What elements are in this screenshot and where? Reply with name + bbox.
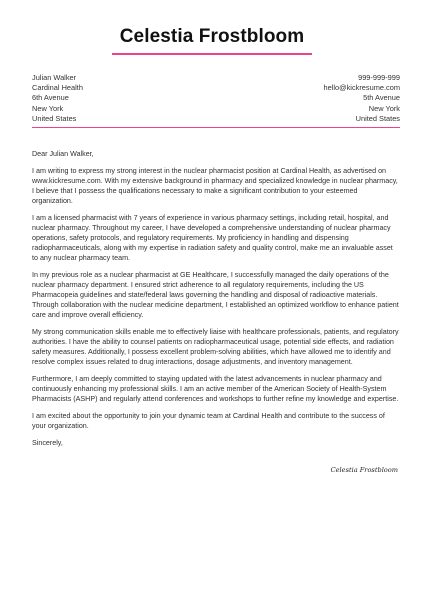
sender-city: New York [368, 103, 400, 113]
recipient-company: Cardinal Health [32, 83, 83, 93]
letter-paragraph: My strong communication skills enable me to effectively liaise with healthcare professionals, patients, and regulatory authorities. I have the ability to counsel patients on radiopharmaceutical usage, potential side effects, and radiation safety measures. Additionally, I possess excellent problem-solving abilities, which have allowed me to identify and resolve complex issues related to drug interactions, dosage adjustments, and inventory management. [32, 328, 399, 366]
applicant-name-heading: Celestia Frostbloom [119, 26, 305, 47]
letter-paragraph: In my previous role as a nuclear pharmacist at GE Healthcare, I successfully managed the daily operations of the nuclear pharmacy department. I ensured strict adherence to all regulatory requirements, including the US Pharmacopeia guidelines and state/federal laws governing the handling and disposal of radioactive materials. Through collaboration with the nuclear medicine department, I established an optimized workflow to enhance patient care and improve overall efficiency. [32, 271, 399, 319]
letter-body [32, 150, 400, 457]
letter-paragraph: I am a licensed pharmacist with 7 years of experience in various pharmacy settings, including retail, hospital, and nuclear pharmacy. Throughout my career, I have developed a comprehensive understanding of nuclear pharmacy operations, safety protocols, and regulatory requirements. My proficiency in handling and dispensing radiopharmaceuticals, along with my expertise in radiation safety and quality control, make me an invaluable asset to any nuclear pharmacy team. [32, 214, 393, 262]
recipient-country: United States [32, 113, 77, 123]
recipient-address [32, 73, 83, 124]
signature: Celestia Frostbloom [330, 466, 398, 474]
recipient-city: New York [32, 103, 64, 113]
letter-closing: Sincerely, [32, 439, 63, 448]
letter-paragraph: I am writing to express my strong interest in the nuclear pharmacist position at Cardinal Health, as advertised on www.kickresume.com. With my extensive background in pharmacy and specialized knowledge in nuclear pharmacy, I believe that I possess the qualifications necessary to make a significant contribution to your esteemed organization. [32, 167, 398, 206]
sender-country: United States [355, 113, 400, 123]
recipient-name: Julian Walker [32, 73, 77, 82]
letter-greeting: Dear Julian Walker, [32, 150, 94, 158]
sender-phone: 999-999-999 [358, 73, 400, 82]
letter-paragraph: Furthermore, I am deeply committed to staying updated with the latest advancements in nuclear pharmacy and continuously enhancing my professional skills. I am an active member of the American Society of Health-System Pharmacists (ASHP) and regularly attend conferences and workshops to further refine my knowledge and expertise. [32, 375, 399, 403]
sender-street: 5th Avenue [363, 93, 400, 103]
name-underline-divider [112, 53, 312, 55]
section-divider [32, 127, 400, 128]
recipient-street: 6th Avenue [32, 93, 69, 103]
letter-paragraph: I am excited about the opportunity to join your dynamic team at Cardinal Health and contribute to the success of your organization. [32, 412, 385, 431]
sender-email: hello@kickresume.com [323, 83, 400, 93]
sender-contact [323, 73, 400, 124]
